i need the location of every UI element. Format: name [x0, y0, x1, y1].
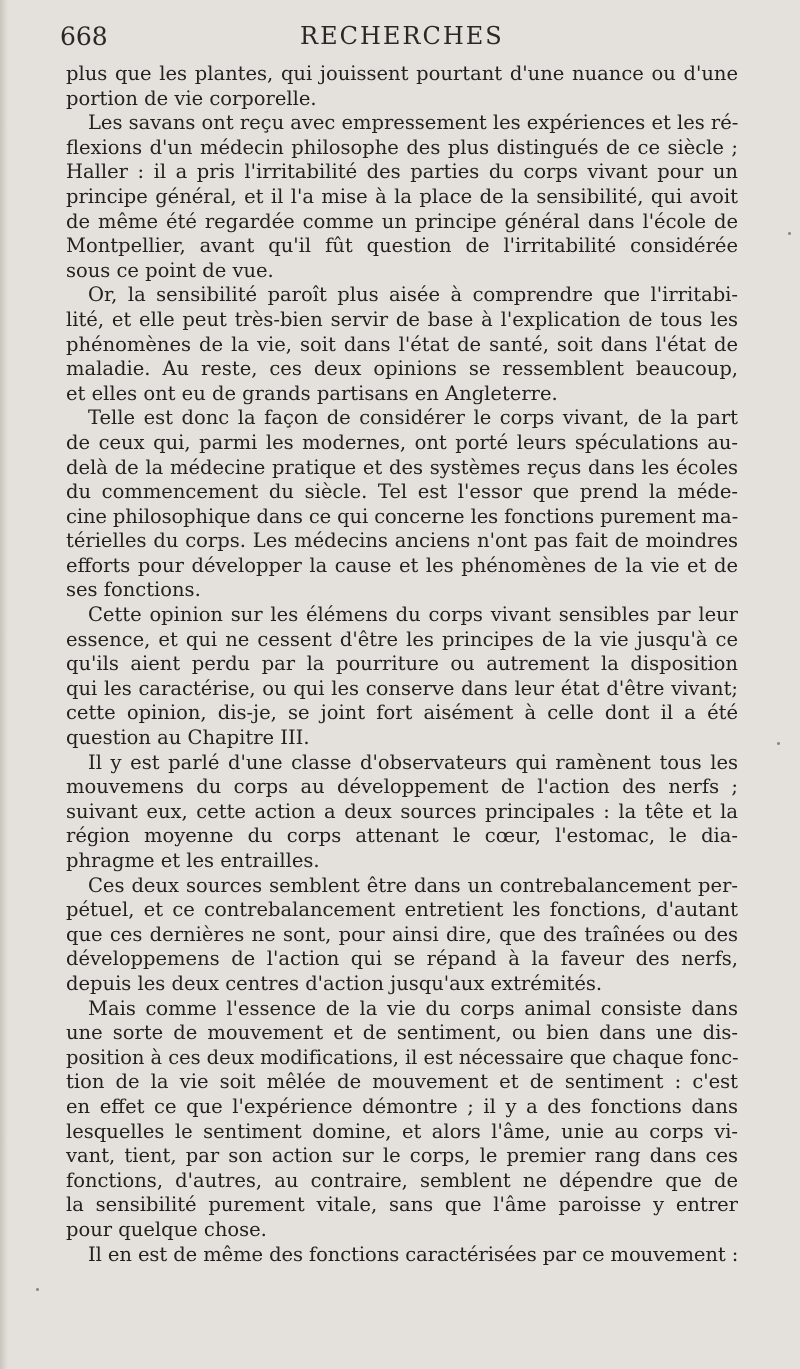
text-line: du commencement du siècle. Tel est l'essor que prend la méde-: [66, 480, 738, 504]
text-line: une sorte de mouvement et de sentiment, ou bien dans une dis-: [66, 1021, 738, 1045]
text-line: suivant eux, cette action a deux sources principales : la tête et la: [66, 799, 738, 823]
text-line: de même été regardée comme un principe général dans l'école de: [66, 209, 738, 233]
text-line: portion de vie corporelle.: [66, 86, 317, 110]
text-line: en effet ce que l'expérience démontre ; il y a des fonctions dans: [66, 1094, 738, 1118]
text-line: que ces dernières ne sont, pour ainsi dire, que des traînées ou des: [66, 922, 738, 946]
text-line: Cette opinion sur les élémens du corps vivant sensibles par leur: [88, 603, 738, 627]
running-head: [60, 22, 740, 62]
text-line: fonctions, d'autres, au contraire, semblent ne dépendre que de: [66, 1168, 738, 1192]
paper-speck: [788, 232, 791, 235]
paper-speck: [36, 1288, 39, 1291]
text-line: phénomènes de la vie, soit dans l'état de santé, soit dans l'état de: [66, 332, 738, 356]
text-line: Or, la sensibilité paroît plus aisée à comprendre que l'irritabi-: [88, 283, 738, 307]
text-line: région moyenne du corps attenant le cœur, l'estomac, le dia-: [66, 824, 738, 848]
running-title: RECHERCHES: [300, 22, 504, 50]
text-line: sous ce point de vue.: [66, 258, 274, 282]
text-line: principe général, et il l'a mise à la place de la sensibilité, qui avoit: [66, 184, 738, 208]
text-line: qu'ils aient perdu par la pourriture ou autrement la disposition: [66, 652, 738, 676]
paragraph: [66, 62, 738, 111]
page-gutter-shadow: [0, 0, 8, 1369]
text-line: vant, tient, par son action sur le corps, le premier rang dans ces: [66, 1144, 738, 1168]
page-number: 668: [60, 22, 108, 51]
text-line: cine philosophique dans ce qui concerne les fonctions purement ma-: [66, 504, 739, 528]
text-line: lité, et elle peut très-bien servir de base à l'explication de tous les: [66, 307, 738, 331]
paragraph: [66, 997, 738, 1243]
text-line: plus que les plantes, qui jouissent pourtant d'une nuance ou d'une: [66, 62, 738, 85]
text-line: delà de la médecine pratique et des systèmes reçus dans les écoles: [66, 455, 738, 479]
text-line: pour quelque chose.: [66, 1217, 267, 1241]
paragraph: [66, 111, 738, 283]
text-line: maladie. Au reste, ces deux opinions se ressemblent beaucoup,: [66, 357, 738, 381]
text-line: Il y est parlé d'une classe d'observateurs qui ramènent tous les: [88, 750, 738, 774]
text-line: la sensibilité purement vitale, sans que l'âme paroisse y entrer: [66, 1193, 738, 1217]
text-line: question au Chapitre III.: [66, 726, 310, 750]
text-line: Telle est donc la façon de considérer le corps vivant, de la part: [88, 406, 738, 430]
text-line: Mais comme l'essence de la vie du corps animal consiste dans: [88, 996, 738, 1020]
text-line: Il en est de même des fonctions caractérisées par ce mouvement :: [88, 1242, 739, 1266]
body-text: [66, 62, 738, 1267]
paragraph: [66, 603, 738, 751]
text-line: qui les caractérise, ou qui les conserve dans leur état d'être vivant;: [66, 676, 738, 700]
text-line: efforts pour développer la cause et les phénomènes de la vie et de: [66, 553, 738, 577]
text-line: développemens de l'action qui se répand à la faveur des nerfs,: [66, 947, 738, 971]
paper-speck: [777, 742, 780, 745]
text-line: térielles du corps. Les médecins anciens n'ont pas fait de moindres: [66, 529, 738, 553]
text-line: mouvemens du corps au développement de l'action des nerfs ;: [66, 775, 738, 799]
text-line: cette opinion, dis-je, se joint fort aisément à celle dont il a été: [66, 701, 738, 725]
text-line: ses fonctions.: [66, 578, 201, 602]
text-line: Ces deux sources semblent être dans un contrebalancement per-: [88, 873, 738, 897]
text-line: Montpellier, avant qu'il fût question de l'irritabilité considérée: [66, 234, 738, 258]
text-line: position à ces deux modifications, il est nécessaire que chaque fonc-: [66, 1045, 739, 1069]
text-line: flexions d'un médecin philosophe des plus distingués de ce siècle ;: [66, 135, 738, 159]
text-line: Haller : il a pris l'irritabilité des parties du corps vivant pour un: [66, 160, 738, 184]
text-line: essence, et qui ne cessent d'être les principes de la vie jusqu'à ce: [66, 627, 738, 651]
text-line: et elles ont eu de grands partisans en Angleterre.: [66, 381, 558, 405]
text-line: lesquelles le sentiment domine, et alors l'âme, unie au corps vi-: [66, 1119, 738, 1143]
text-line: de ceux qui, parmi les modernes, ont porté leurs spéculations au-: [66, 430, 738, 454]
paragraph: [66, 751, 738, 874]
text-line: tion de la vie soit mêlée de mouvement et de sentiment : c'est: [66, 1070, 738, 1094]
text-line: depuis les deux centres d'action jusqu'aux extrémités.: [66, 971, 603, 995]
paragraph: [66, 283, 738, 406]
paragraph: [66, 406, 738, 603]
paragraph: [66, 1243, 738, 1268]
paragraph: [66, 874, 738, 997]
text-line: phragme et les entrailles.: [66, 849, 320, 872]
text-line: Les savans ont reçu avec empressement les expériences et les ré-: [88, 111, 739, 135]
text-line: pétuel, et ce contrebalancement entretient les fonctions, d'autant: [66, 898, 738, 922]
